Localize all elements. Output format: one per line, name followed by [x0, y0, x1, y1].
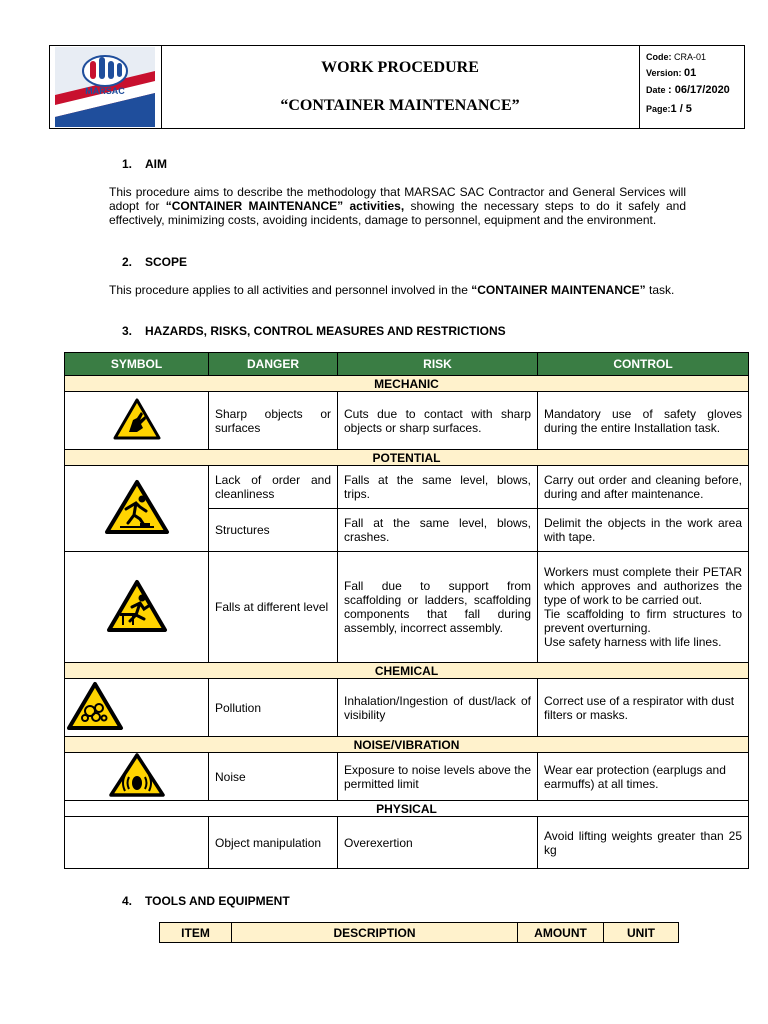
date-label: Date: [646, 85, 666, 95]
column-symbol: SYMBOL: [65, 353, 209, 376]
hazard-table-header: [65, 353, 749, 376]
category-chemical: CHEMICAL: [65, 663, 749, 679]
document-title: WORK PROCEDURE: [321, 59, 479, 76]
section-aim-text: This procedure aims to describe the methodology that MARSAC SAC Contractor and General Services will adopt for “CONTAINER MAINTENANCE” activities, showing the necessary steps to do it safely and effectively, minimizing costs, avoiding incidents, damage to personnel, equipment and the environment.: [109, 185, 686, 227]
column-amount: AMOUNT: [518, 923, 604, 943]
section-hazards-heading: 3. HAZARDS, RISKS, CONTROL MEASURES AND RESTRICTIONS: [122, 324, 506, 338]
danger-cell: Structures: [209, 509, 338, 552]
control-cell: Carry out order and cleaning before, during and after maintenance.: [538, 466, 749, 509]
marsac-logo: [55, 47, 155, 127]
category-physical: PHYSICAL: [65, 801, 749, 817]
section-scope-heading: 2. SCOPE: [122, 255, 188, 269]
table-row: [65, 466, 749, 509]
code-value: CRA-01: [674, 52, 707, 62]
version-label: Version:: [646, 68, 682, 78]
page-value: 1 / 5: [670, 103, 692, 115]
logo-cell: [50, 46, 162, 128]
table-row: [65, 552, 749, 663]
trip-warning-icon: [104, 479, 170, 535]
fall-warning-icon: [106, 579, 168, 633]
tools-table-header: [160, 923, 679, 943]
table-row: [65, 679, 749, 737]
risk-cell: Fall at the same level, blows, crashes.: [338, 509, 538, 552]
symbol-cell: [65, 817, 209, 869]
category-mechanic: MECHANIC: [65, 376, 749, 392]
page-label: Page:: [646, 104, 671, 114]
column-description: DESCRIPTION: [232, 923, 518, 943]
document-header: [49, 45, 745, 129]
risk-cell: Falls at the same level, blows, trips.: [338, 466, 538, 509]
column-danger: DANGER: [209, 353, 338, 376]
column-unit: UNIT: [604, 923, 679, 943]
risk-cell: Overexertion: [338, 817, 538, 869]
table-row: [65, 817, 749, 869]
risk-cell: Cuts due to contact with sharp objects or sharp surfaces.: [338, 392, 538, 450]
table-row: [65, 753, 749, 801]
control-cell: Mandatory use of safety gloves during the entire Installation task.: [538, 392, 749, 450]
category-potential: POTENTIAL: [65, 450, 749, 466]
title-cell: [161, 46, 640, 128]
hand-cut-warning-icon: [113, 398, 161, 440]
risk-cell: Inhalation/Ingestion of dust/lack of visibility: [338, 679, 538, 737]
danger-cell: Falls at different level: [209, 552, 338, 663]
danger-cell: Sharp objects or surfaces: [209, 392, 338, 450]
noise-warning-icon: [109, 753, 165, 797]
control-cell: Avoid lifting weights greater than 25 kg: [538, 817, 749, 869]
column-risk: RISK: [338, 353, 538, 376]
logo-text: MARSAC: [85, 86, 125, 96]
section-tools-heading: 4. TOOLS AND EQUIPMENT: [122, 894, 290, 908]
symbol-cell: [65, 392, 209, 450]
column-control: CONTROL: [538, 353, 749, 376]
control-cell: Workers must complete their PETAR which approves and authorizes the type of work to be carried out. Tie scaffolding to firm structures to prevent overturning. Use safety harness with life lines.: [538, 552, 749, 663]
risk-cell: Fall due to support from scaffolding or ladders, scaffolding components that fall during assembly, incorrect assembly.: [338, 552, 538, 663]
symbol-cell: [65, 679, 209, 737]
hazard-table: [64, 352, 749, 869]
risk-cell: Exposure to noise levels above the permitted limit: [338, 753, 538, 801]
category-noise: NOISE/VIBRATION: [65, 737, 749, 753]
danger-cell: Object manipulation: [209, 817, 338, 869]
section-scope-text: This procedure applies to all activities and personnel involved in the “CONTAINER MAINTENANCE” task.: [109, 283, 675, 297]
danger-cell: Pollution: [209, 679, 338, 737]
date-value: : 06/17/2020: [668, 84, 730, 96]
dust-warning-icon: [66, 681, 124, 731]
code-label: Code:: [646, 52, 672, 62]
danger-cell: Noise: [209, 753, 338, 801]
control-cell: Wear ear protection (earplugs and earmuffs) at all times.: [538, 753, 749, 801]
control-cell: Correct use of a respirator with dust filters or masks.: [538, 679, 749, 737]
version-value: 01: [684, 67, 697, 79]
column-item: ITEM: [160, 923, 232, 943]
tools-table: [159, 922, 679, 943]
table-row: [65, 392, 749, 450]
symbol-cell: [65, 753, 209, 801]
control-cell: Delimit the objects in the work area with tape.: [538, 509, 749, 552]
section-aim-heading: 1. AIM: [122, 157, 167, 171]
document-subtitle: “CONTAINER MAINTENANCE”: [280, 97, 520, 114]
symbol-cell: [65, 466, 209, 552]
symbol-cell: [65, 552, 209, 663]
danger-cell: Lack of order and cleanliness: [209, 466, 338, 509]
